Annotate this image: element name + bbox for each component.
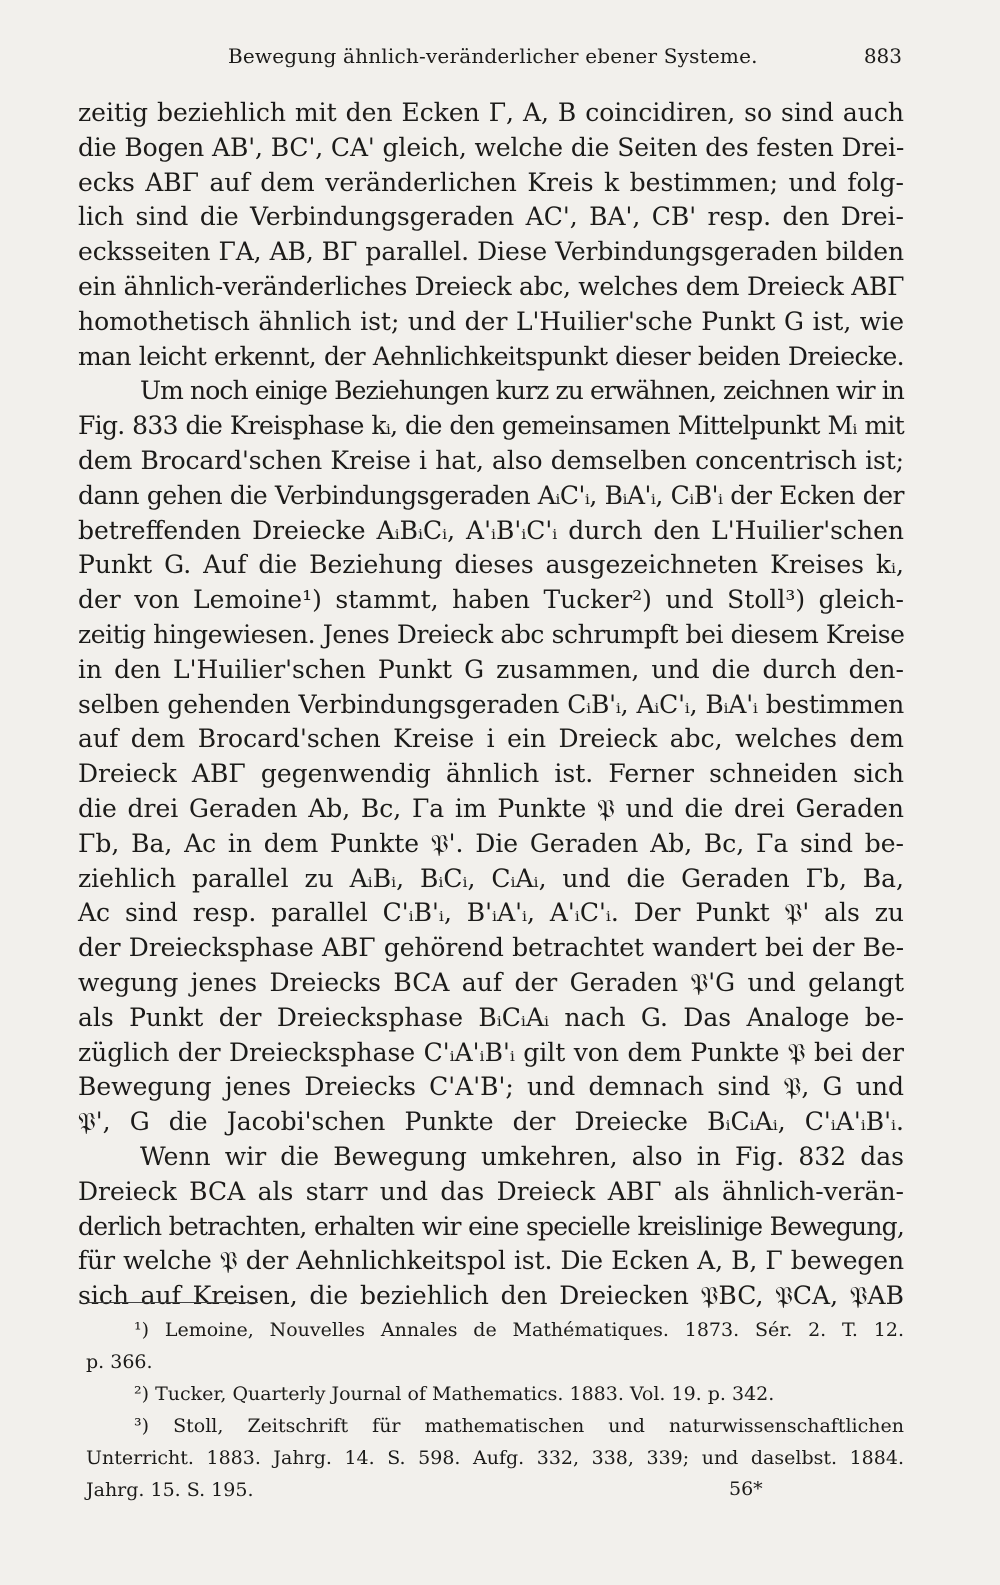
text-line: dann gehen die Verbindungsgeraden AᵢC'ᵢ, BᵢA'ᵢ, CᵢB'ᵢ der Ecken der [78, 480, 904, 510]
text-line: Γb, Ba, Ac in dem Punkte 𝔓'. Die Geraden Ab, Bc, Γa sind be- [78, 828, 904, 858]
text-line: Ac sind resp. parallel C'ᵢB'ᵢ, B'ᵢA'ᵢ, A'ᵢC'ᵢ. Der Punkt 𝔓' als zu [78, 898, 904, 928]
text-line: zeitig hingewiesen. Jenes Dreieck abc schrumpft bei diesem Kreise [78, 619, 905, 649]
footnote-3: ³) Stoll, Zeitschrift für mathematischen und naturwissenschaftlichen [134, 1415, 904, 1437]
page-number: 883 [863, 44, 902, 68]
footnote-3-continued: Jahrg. 15. S. 195. [86, 1479, 254, 1501]
page-header [228, 44, 902, 80]
text-line: betreffenden Dreiecke AᵢBᵢCᵢ, A'ᵢB'ᵢC'ᵢ durch den L'Huilier'schen [78, 515, 904, 545]
text-line: ein ähnlich-veränderliches Dreieck abc, welches dem Dreieck ABΓ [78, 271, 905, 301]
text-line: 𝔓', G die Jacobi'schen Punkte der Dreiecke BᵢCᵢAᵢ, C'ᵢA'ᵢB'ᵢ. [78, 1107, 904, 1137]
footnote-2: ²) Tucker, Quarterly Journal of Mathematics. 1883. Vol. 19. p. 342. [134, 1383, 775, 1405]
text-line: die drei Geraden Ab, Bc, Γa im Punkte 𝔓 und die drei Geraden [78, 793, 904, 823]
text-line: wegung jenes Dreiecks BCA auf der Geraden 𝔓'G und gelangt [78, 967, 904, 997]
text-line: ziehlich parallel zu AᵢBᵢ, BᵢCᵢ, CᵢAᵢ, und die Geraden Γb, Ba, [78, 863, 904, 893]
text-line: sich auf Kreisen, die beziehlich den Dreiecken 𝔓BC, 𝔓CA, 𝔓AB [78, 1281, 904, 1311]
text-line: ecksseiten ΓA, AB, BΓ parallel. Diese Verbindungsgeraden bilden [78, 237, 904, 267]
text-line: man leicht erkennt, der Aehnlichkeitspunkt dieser beiden Dreiecke. [78, 341, 904, 371]
text-line: Dreieck BCA als starr und das Dreieck ABΓ als ähnlich-verän- [78, 1176, 904, 1206]
footnote-1: ¹) Lemoine, Nouvelles Annales de Mathématiques. 1873. Sér. 2. T. 12. [134, 1319, 904, 1341]
text-line: der von Lemoine¹) stammt, haben Tucker²) und Stoll³) gleich- [78, 585, 904, 615]
footnote-rule [86, 1302, 258, 1303]
text-line: lich sind die Verbindungsgeraden AC', BA', CB' resp. den Drei- [78, 202, 904, 232]
text-line: der Dreiecksphase ABΓ gehörend betrachtet wandert bei der Be- [78, 933, 904, 963]
signature-mark: 56* [729, 1478, 763, 1500]
text-line: selben gehenden Verbindungsgeraden CᵢB'ᵢ, AᵢC'ᵢ, BᵢA'ᵢ bestimmen [78, 689, 904, 719]
text-line: Dreieck ABΓ gegenwendig ähnlich ist. Ferner schneiden sich [78, 759, 904, 789]
text-line: Bewegung jenes Dreiecks C'A'B'; und demnach sind 𝔓, G und [78, 1072, 904, 1102]
text-line: züglich der Dreiecksphase C'ᵢA'ᵢB'ᵢ gilt von dem Punkte 𝔓 bei der [78, 1037, 904, 1067]
text-line: dem Brocard'schen Kreise i hat, also demselben concentrisch ist; [78, 445, 904, 475]
text-line: homothetisch ähnlich ist; und der L'Huilier'sche Punkt G ist, wie [78, 306, 904, 336]
text-line: Punkt G. Auf die Beziehung dieses ausgezeichneten Kreises kᵢ, [78, 550, 904, 580]
text-line: für welche 𝔓 der Aehnlichkeitspol ist. Die Ecken A, B, Γ bewegen [78, 1246, 904, 1276]
text-line: Fig. 833 die Kreisphase kᵢ, die den gemeinsamen Mittelpunkt Mᵢ mit [78, 411, 904, 441]
footnote-3-continued: Unterricht. 1883. Jahrg. 14. S. 598. Aufg. 332, 338, 339; und daselbst. 1884. [86, 1447, 904, 1469]
paragraph-start-line: Wenn wir die Bewegung umkehren, also in Fig. 832 das [140, 1141, 904, 1171]
text-line: als Punkt der Dreiecksphase BᵢCᵢAᵢ nach G. Das Analoge be- [78, 1002, 904, 1032]
body-text [78, 96, 904, 1314]
footnotes [86, 1314, 904, 1506]
text-line: in den L'Huilier'schen Punkt G zusammen, und die durch den- [78, 654, 904, 684]
running-title: Bewegung ähnlich-veränderlicher ebener Systeme. [228, 44, 758, 68]
text-line: ecks ABΓ auf dem veränderlichen Kreis k bestimmen; und folg- [78, 167, 904, 197]
paragraph-start-line: Um noch einige Beziehungen kurz zu erwähnen, zeichnen wir in [140, 376, 904, 406]
text-line: zeitig beziehlich mit den Ecken Γ, A, B coincidiren, so sind auch [78, 98, 904, 127]
text-line: derlich betrachten, erhalten wir eine specielle kreislinige Bewegung, [78, 1211, 904, 1241]
footnote-1-continued: p. 366. [86, 1351, 153, 1373]
text-line: auf dem Brocard'schen Kreise i ein Dreieck abc, welches dem [78, 724, 904, 754]
text-line: die Bogen AB', BC', CA' gleich, welche die Seiten des festen Drei- [78, 132, 905, 162]
